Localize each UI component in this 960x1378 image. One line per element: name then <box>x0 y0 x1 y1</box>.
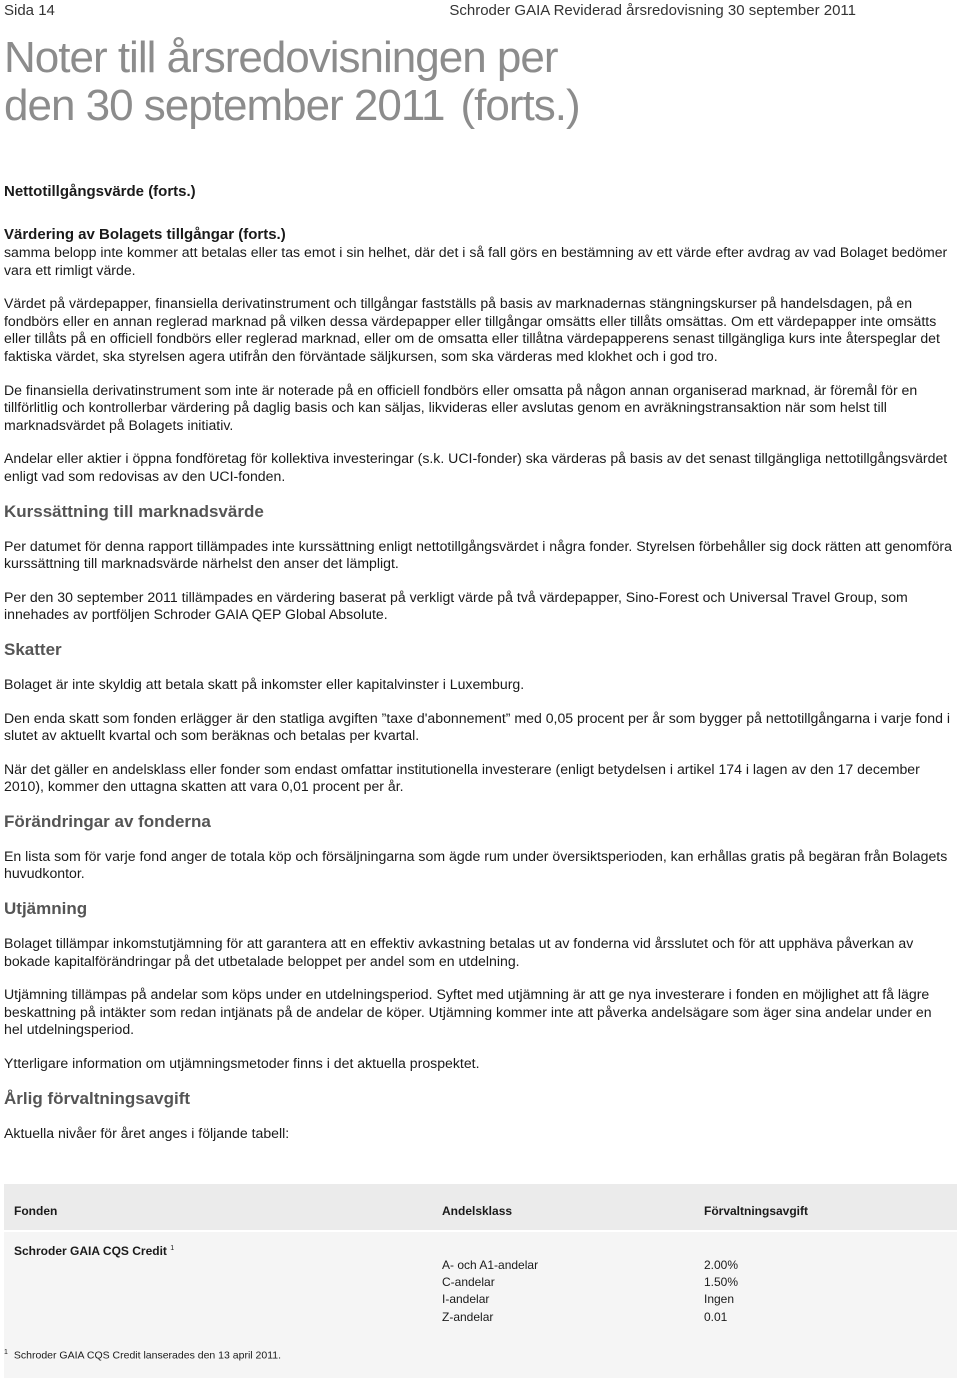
footnote <box>4 1349 281 1362</box>
paragraph: En lista som för varje fond anger de totala köp och försäljningarna som ägde rum under översiktsperioden, kan erhållas gratis på begäran från Bolagets huvudkontor. <box>4 847 948 882</box>
paragraph: Ytterligare information om utjämningsmetoder finns i det aktuella prospektet. <box>4 1055 480 1072</box>
fee-cell: 1.50% <box>704 1275 739 1289</box>
page-title-forts: (forts.) <box>460 81 580 130</box>
paragraph: Bolaget tillämpar inkomstutjämning för att garantera att en effektiv avkastning betalas ut av fonderna vid årsslutet och för att upphäva påverkan av bokade kapitalförändringar på det utbetalade beloppet per andel som en utdelning. <box>4 935 914 969</box>
section-heading-nettotillgangsvarde: Nettotillgångsvärde (forts.) <box>4 183 196 200</box>
fee-cell: 2.00% <box>704 1258 739 1272</box>
share-class-cell: Z-andelar <box>442 1310 494 1324</box>
table-header <box>4 1184 957 1230</box>
page-title-line2: den 30 september 2011 <box>4 81 445 130</box>
footnote-text: Schroder GAIA CQS Credit lanserades den 13 april 2011. <box>13 1349 282 1362</box>
column-header-fonden: Fonden <box>14 1204 58 1218</box>
column-header-forvaltningsavgift: Förvaltningsavgift <box>704 1204 809 1218</box>
fund-name <box>14 1244 174 1258</box>
table-row <box>4 1258 957 1275</box>
column-header-andelsklass: Andelsklass <box>442 1204 513 1218</box>
paragraph: Aktuella nivåer för året anges i följande tabell: <box>4 1124 290 1141</box>
fee-cell: Ingen <box>704 1292 735 1306</box>
paragraph: Per den 30 september 2011 tillämpades en värdering baserat på verkligt värde på två värdepapper, Sino-Forest och Universal Travel Group, som innehades av portföljen Schroder GAIA QEP Global Absolute. <box>4 588 908 623</box>
subheading-vardering: Värdering av Bolagets tillgångar (forts.) <box>4 226 286 243</box>
footnote-number: 1 <box>4 1349 8 1356</box>
page-title-line1: Noter till årsredovisningen per <box>4 33 558 82</box>
paragraph: Värdet på värdepapper, finansiella derivatinstrument och tillgångar fastställs på basis av marknadernas stängningskurser på handelsdagen, på en fondbörs eller en annan reglerad marknad på vilken dessa värdepapper eller tillgångar omsätts eller tillåts omsättas. Om ett värdepapper inte omsätts eller tillåts på en officiell fondbörs eller reglerad marknad, eller om de omsatta eller tillåtna värdepapperens senast tillgängliga kurs inte återspeglar det faktiska värdet, ska styrelsen agera utifrån den förväntade säljkursen, som ska värderas med klokhet och i god tro. <box>4 295 940 364</box>
table-row <box>4 1310 957 1327</box>
page-number: Sida 14 <box>4 2 55 19</box>
page-title <box>4 34 580 130</box>
paragraph: När det gäller en andelsklass eller fonder som endast omfattar institutionella investerare (enligt betydelsen i artikel 174 i lagen av den 17 december 2010), kommer den uttagna skatten att vara 0,01 procent per år. <box>4 760 920 795</box>
document-title: Schroder GAIA Reviderad årsredovisning 30 september 2011 <box>449 2 856 19</box>
paragraph: Den enda skatt som fonden erlägger är den statliga avgiften ”taxe d'abonnement” med 0,05 procent per år som bygger på nettotillgångarna i varje fond i slutet av aktuellt kvartal och som beräknas och betalas per kvartal. <box>4 709 950 744</box>
section-heading-skatter: Skatter <box>4 639 62 659</box>
section-heading-utjamning: Utjämning <box>4 899 88 919</box>
table-row <box>4 1292 957 1309</box>
main-content <box>4 183 954 1142</box>
paragraph: Andelar eller aktier i öppna fondföretag för kollektiva investeringar (s.k. UCI-fonder) ska värderas på basis av det senast tillgängliga nettotillgångsvärdet enligt vad som redovisas av den UCI-fonden. <box>4 450 948 484</box>
fund-name-text: Schroder GAIA CQS Credit <box>14 1244 167 1258</box>
share-class-cell: A- och A1-andelar <box>442 1258 539 1272</box>
paragraph: Bolaget är inte skyldig att betala skatt på inkomster eller kapitalvinster i Luxemburg. <box>4 675 525 692</box>
paragraph: Per datumet för denna rapport tillämpades inte kurssättning enligt nettotillgångsvärdet i några fonder. Styrelsen förbehåller sig dock rätten att genomföra kurssättning till marknadsvärde närhelst den anser det lämpligt. <box>4 537 952 572</box>
fee-cell: 0.01 <box>704 1310 728 1324</box>
paragraph: samma belopp inte kommer att betalas eller tas emot i sin helhet, där det i så fall görs en bestämning av ett värde efter avdrag av vad Bolaget bedömer vara ett rimligt värde. <box>4 244 948 278</box>
section-heading-kurssattning: Kurssättning till marknadsvärde <box>4 501 264 521</box>
footnote-mark: 1 <box>170 1245 175 1252</box>
paragraph: Utjämning tillämpas på andelar som köps under en utdelningsperiod. Syftet med utjämning är att ge nya investerare i fonden en möjlighet att få lägre beskattning på intäkter som redan intjänats på de andelar de köper. Utjämning kommer inte att påverka andelsägare som äger sina andelar under en hel utdelningsperiod. <box>4 986 932 1038</box>
share-class-cell: C-andelar <box>442 1275 495 1289</box>
table-row <box>4 1275 957 1292</box>
section-heading-forandringar: Förändringar av fonderna <box>4 811 211 831</box>
paragraph: De finansiella derivatinstrument som inte är noterade på en officiell fondbörs eller omsatta på någon annan organiserad marknad, är föremål för en tillförlitlig och kontrollerbar värdering på daglig basis och kan säljas, likvideras eller avslutas genom en avräkningstransaktion när som helst till marknadsvärdet på Bolagets initiativ. <box>4 381 918 433</box>
section-heading-forvaltningsavgift: Årlig förvaltningsavgift <box>4 1088 191 1108</box>
share-class-cell: I-andelar <box>442 1292 490 1306</box>
